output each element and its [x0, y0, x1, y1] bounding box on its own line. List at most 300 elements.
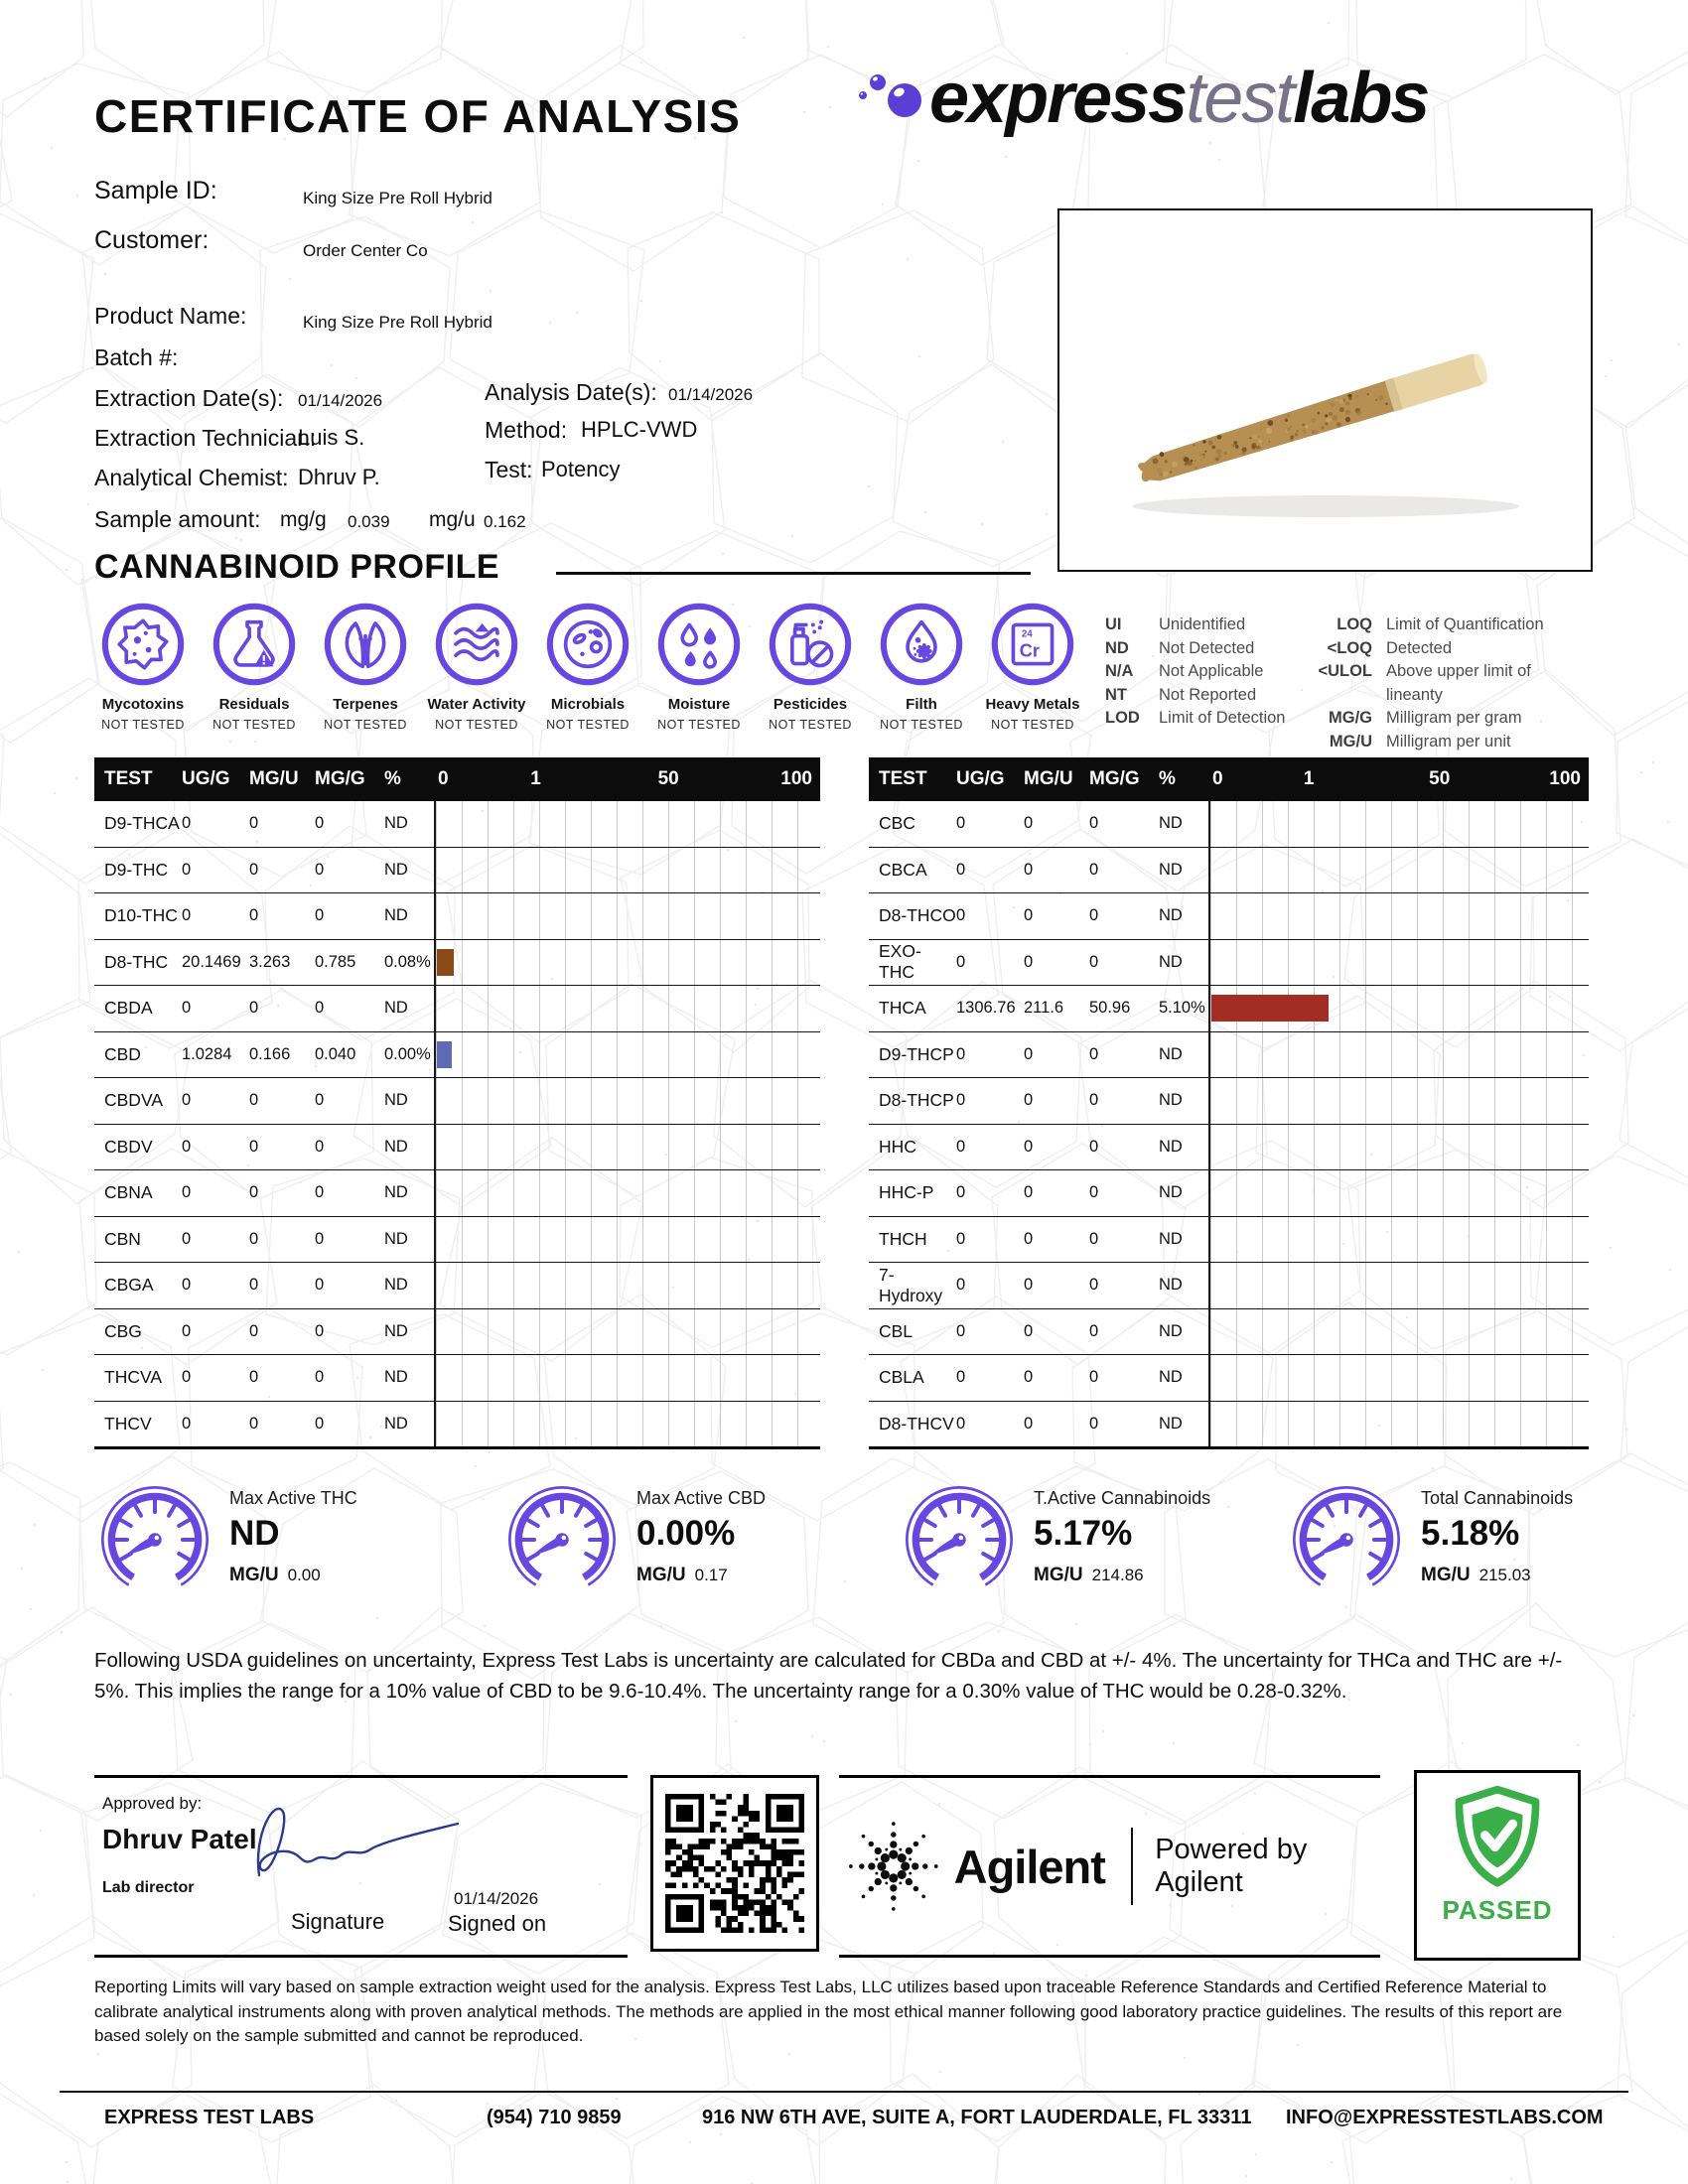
pesticides-icon [759, 602, 862, 692]
table-row [869, 1309, 1589, 1356]
test-value: 0 [956, 1137, 966, 1156]
test-name: CBDVA [104, 1090, 163, 1111]
water-activity-icon [425, 602, 528, 692]
customer-value: Order Center Co [303, 241, 428, 260]
test-panel-filth [870, 602, 973, 732]
test-name: CBDA [104, 998, 153, 1019]
test-value: 0 [956, 1276, 966, 1295]
passed-shield-icon [1448, 1785, 1547, 1892]
test-value: ND [384, 999, 408, 1018]
scale-tick: 50 [657, 768, 679, 789]
test-panel-name: Microbials [550, 696, 626, 713]
gauge-value: 0.00% [636, 1514, 736, 1553]
sample-amount-label: Sample amount: [94, 506, 261, 532]
agilent-starburst-icon [839, 1802, 948, 1931]
test-value: 0 [1089, 860, 1099, 879]
gauge-text [1034, 1488, 1210, 1586]
footer-company: EXPRESS TEST LABS [104, 2107, 315, 2128]
extraction-technician-value: Luis S. [298, 425, 365, 450]
chart-cell [1208, 801, 1589, 847]
gauge-label: Total Cannabinoids [1421, 1488, 1574, 1508]
batch-label: Batch #: [94, 344, 179, 370]
test-value: 0 [249, 860, 259, 879]
chart-cell [1208, 1263, 1589, 1308]
sample-id-value: King Size Pre Roll Hybrid [303, 189, 492, 207]
test-name: D9-THC [104, 859, 169, 880]
table-row [94, 1355, 820, 1402]
approved-by-label: Approved by: [102, 1794, 203, 1813]
test-value: 0 [1024, 1137, 1034, 1156]
test-value: 0 [315, 1137, 325, 1156]
test-panel-name: Heavy Metals [985, 696, 1080, 713]
test-value: ND [1159, 860, 1183, 879]
test-name: CBNA [104, 1182, 153, 1203]
test-value: 0 [1089, 1229, 1099, 1248]
column-header: MG/G [315, 768, 365, 789]
test-value: 0 [956, 952, 966, 971]
scale-tick: 100 [780, 768, 812, 789]
test-value: 0 [182, 1229, 192, 1248]
test-name: CBC [879, 813, 915, 834]
test-value: 0 [249, 1414, 259, 1433]
test-value: 0 [1024, 952, 1034, 971]
gauge-icon [94, 1484, 215, 1600]
legend-abbr: MG/U [1329, 732, 1372, 751]
partner-logo-box [839, 1775, 1380, 1958]
test-value: 3.263 [249, 952, 291, 971]
test-value: ND [1159, 1044, 1183, 1063]
table-row [94, 1078, 820, 1125]
uncertainty-note: Following USDA guidelines on uncertainty, Express Test Labs is uncertainty are calculated for CBDa and CBD at +/- 4%. The uncertainty for THCa and THC are +/- 5%. This implies the range for a 10% value of CBD to be 9.6-10.4%. The uncertainty range for a 0.30% value of THC would be 0.28-0.32%. [94, 1649, 1563, 1703]
test-value: 1.0284 [182, 1044, 232, 1063]
test-panel-mycotoxins [91, 602, 195, 732]
test-name: HHC [879, 1136, 916, 1157]
legend-abbr: <ULOL [1318, 662, 1372, 680]
test-value: 0 [1089, 1368, 1099, 1387]
chart-cell [1208, 1125, 1589, 1170]
test-value: 0.040 [315, 1044, 356, 1063]
test-value: 0 [315, 1321, 325, 1340]
test-value: 0 [1024, 1368, 1034, 1387]
test-panel-name: Mycotoxins [101, 696, 185, 713]
test-value: 0 [956, 860, 966, 879]
test-name: CBCA [879, 859, 927, 880]
test-value: 0 [956, 1183, 966, 1202]
test-value: 0 [315, 1091, 325, 1110]
column-header: UG/G [182, 768, 230, 789]
test-value: ND [1159, 1321, 1183, 1340]
legend-meaning: Not Reported [1159, 685, 1257, 704]
test-value: 211.6 [1024, 999, 1064, 1018]
test-value: ND [384, 906, 408, 925]
microbials-icon [536, 602, 639, 692]
partner-divider [1131, 1828, 1133, 1905]
signature-label: Signature [291, 1909, 385, 1934]
column-header: % [384, 768, 401, 789]
chart-cell [434, 1402, 820, 1447]
gauge-unit-value: 215.03 [1478, 1566, 1531, 1584]
disclaimer-text: Reporting Limits will vary based on sample extraction weight used for the analysis. Express Test Labs, LLC utilizes based upon traceable Reference Standards and Certified Reference Material to calibrate analytical instruments along with proven analytical methods. The methods are applied in the most ethical manner following good laboratory practice guidelines. The results of this report are based solely on the sample submitted and cannot be reproduced. [94, 1978, 1563, 2046]
gauge-text [229, 1488, 357, 1586]
column-header: TEST [104, 768, 153, 789]
test-value: 0 [956, 906, 966, 925]
method-label: Method: [485, 417, 568, 443]
test-value: 0 [1024, 860, 1034, 879]
table-row [94, 1217, 820, 1264]
test-value: 0 [249, 906, 259, 925]
test-value: 0 [1024, 1229, 1034, 1248]
sample-id-label: Sample ID: [94, 177, 217, 205]
test-value: 0 [249, 1229, 259, 1248]
legend-abbr: <LOQ [1327, 638, 1372, 657]
table-row [869, 848, 1589, 894]
page-title: CERTIFICATE OF ANALYSIS [94, 90, 742, 142]
test-value: 0 [1024, 1183, 1034, 1202]
analytical-chemist-value: Dhruv P. [298, 465, 380, 489]
table-header [94, 757, 820, 801]
scale-tick: 0 [1212, 768, 1223, 789]
test-value: 20.1469 [182, 952, 241, 971]
chart-cell [1208, 1217, 1589, 1263]
test-value: ND [384, 1321, 408, 1340]
test-panel-status: NOT TESTED [769, 718, 852, 732]
legend-row [1105, 707, 1299, 731]
table-row [869, 801, 1589, 848]
footer-address: 916 NW 6TH AVE, SUITE A, FORT LAUDERDALE, FL 33311 [702, 2107, 1252, 2128]
test-value: Potency [541, 457, 621, 481]
legend-row [1299, 707, 1589, 731]
table-row [94, 848, 820, 894]
analysis-dates-label: Analysis Date(s): [485, 379, 657, 405]
test-value: 0.08% [384, 952, 431, 971]
svg-text:Cr: Cr [1019, 640, 1040, 661]
test-label: Test: [485, 457, 533, 482]
table-row [94, 1263, 820, 1309]
table-row [869, 1078, 1589, 1125]
test-panels-row [91, 602, 1084, 732]
test-value: 0 [315, 860, 325, 879]
gauge-unit-label: MG/U [1034, 1565, 1083, 1585]
test-value: 0 [1089, 906, 1099, 925]
chart-cell [1208, 1402, 1589, 1447]
qr-code [650, 1775, 819, 1952]
test-panel-water-activity [425, 602, 528, 732]
gauge-2 [501, 1484, 766, 1600]
test-panel-status: NOT TESTED [324, 718, 407, 732]
test-name: CBDV [104, 1136, 153, 1157]
test-value: 0 [1024, 1276, 1034, 1295]
table-row [869, 1125, 1589, 1171]
chart-cell [1208, 1355, 1589, 1401]
legend-meaning: Milligram per unit [1386, 732, 1511, 751]
table-row [869, 1263, 1589, 1309]
gauge-text [1421, 1488, 1573, 1586]
chart-cell [1208, 1032, 1589, 1078]
test-panel-microbials [536, 602, 639, 732]
test-value: 0 [249, 814, 259, 833]
table-row [869, 1217, 1589, 1264]
test-name: CBD [104, 1043, 141, 1064]
test-value: 0 [182, 906, 192, 925]
legend-abbr: LOQ [1336, 615, 1372, 633]
legend-abbr: N/A [1105, 662, 1134, 680]
test-value: 0.166 [249, 1044, 291, 1063]
table-row [94, 893, 820, 940]
test-panel-name: Pesticides [773, 696, 848, 713]
legend-meaning: Detected [1386, 638, 1453, 657]
test-value: 0 [182, 860, 192, 879]
chart-cell [434, 1078, 820, 1124]
brand-part-express: express [929, 59, 1187, 138]
legend-meaning: Not Detected [1159, 638, 1255, 657]
gauge-value: 5.17% [1034, 1514, 1133, 1553]
signature [231, 1784, 480, 1903]
gauge-icon [1286, 1484, 1407, 1600]
test-value: ND [1159, 814, 1183, 833]
cannabinoid-table-left [94, 757, 820, 1449]
test-value: ND [384, 1137, 408, 1156]
test-panel-status: NOT TESTED [546, 718, 630, 732]
chart-bar [437, 1041, 452, 1068]
legend-row [1105, 660, 1299, 684]
table-row [94, 1309, 820, 1356]
gauge-3 [899, 1484, 1210, 1600]
chart-cell [1208, 893, 1589, 939]
test-value: ND [1159, 906, 1183, 925]
legend-row [1105, 637, 1299, 661]
cannabinoid-table-right [869, 757, 1589, 1449]
gauge-unit-label: MG/U [1421, 1565, 1471, 1585]
analytical-chemist-label: Analytical Chemist: [94, 465, 289, 490]
test-panel-name: Terpenes [333, 696, 398, 713]
column-header: UG/G [956, 768, 1005, 789]
test-value: ND [384, 814, 408, 833]
test-name: 7-Hydroxy [879, 1264, 943, 1305]
brand-bubbles-icon [856, 68, 927, 132]
chart-cell [434, 893, 820, 939]
test-panel-name: Water Activity [427, 696, 526, 713]
test-value: ND [384, 1229, 408, 1248]
approver-role: Lab director [102, 1879, 195, 1896]
heavy-metals-icon [981, 602, 1084, 692]
test-value: 0 [249, 1321, 259, 1340]
test-value: ND [384, 1183, 408, 1202]
test-value: 0 [1089, 1137, 1099, 1156]
test-value: ND [1159, 1183, 1183, 1202]
approval-box [94, 1775, 628, 1958]
test-value: 0.785 [315, 952, 356, 971]
gauge-unit-label: MG/U [636, 1565, 686, 1585]
scale-tick: 50 [1429, 768, 1451, 789]
test-value: 0 [1024, 1091, 1034, 1110]
chart-cell [1208, 1170, 1589, 1216]
test-panel-heavy-metals [981, 602, 1084, 732]
extraction-technician-label: Extraction Technician: [94, 425, 317, 451]
gauge-unit-value: 0.00 [287, 1566, 321, 1584]
test-value: 0 [956, 1229, 966, 1248]
test-value: 0 [315, 1368, 325, 1387]
test-value: ND [1159, 1368, 1183, 1387]
test-value: 0 [1089, 1321, 1099, 1340]
column-header: MG/G [1089, 768, 1140, 789]
test-value: 0 [956, 1321, 966, 1340]
test-value: ND [1159, 1276, 1183, 1295]
section-title: CANNABINOID PROFILE [94, 548, 500, 586]
scale-tick: 1 [1303, 768, 1315, 789]
test-name: CBGA [104, 1275, 154, 1296]
mg-per-gram-label: mg/g [280, 508, 327, 531]
test-panel-residuals [203, 602, 306, 732]
test-value: 0 [1089, 1091, 1099, 1110]
test-value: 0 [956, 1368, 966, 1387]
legend-meaning: Above upper limit of lineanty [1386, 662, 1531, 704]
chart-scale-header [434, 757, 820, 801]
legend-meaning: Limit of Quantification [1386, 615, 1544, 633]
test-panel-status: NOT TESTED [991, 718, 1074, 732]
filth-icon [870, 602, 973, 692]
test-value: 5.10% [1159, 999, 1205, 1018]
test-value: 0 [315, 1183, 325, 1202]
signed-on-label: Signed on [448, 1911, 547, 1936]
test-value: 0 [315, 1229, 325, 1248]
test-value: 0 [1024, 814, 1034, 833]
test-name: THCVA [104, 1367, 163, 1388]
analysis-dates-value: 01/14/2026 [668, 385, 754, 404]
test-value: 0 [249, 999, 259, 1018]
table-row [94, 986, 820, 1032]
product-photo [1057, 208, 1593, 572]
section-rule [556, 572, 1031, 575]
legend-abbr: MG/G [1329, 709, 1372, 727]
gauge-unit-value: 0.17 [694, 1566, 728, 1584]
terpenes-icon [314, 602, 417, 692]
gauge-label: T.Active Cannabinoids [1034, 1488, 1211, 1508]
chart-cell [434, 940, 820, 986]
test-value: 0 [1089, 1414, 1099, 1433]
test-value: 0 [315, 999, 325, 1018]
test-name: CBG [104, 1320, 142, 1341]
table-row [869, 1032, 1589, 1079]
test-name: HHC-P [879, 1182, 934, 1203]
test-value: 0.00% [384, 1044, 431, 1063]
chart-cell [434, 848, 820, 893]
legend-abbr: LOD [1105, 709, 1140, 727]
test-name: THCV [104, 1413, 152, 1433]
test-value: 0 [1089, 1276, 1099, 1295]
legend-row [1299, 731, 1589, 754]
partner-name: Agilent [953, 1840, 1105, 1893]
test-value: 0 [182, 1414, 192, 1433]
table-row [869, 940, 1589, 987]
table-row [94, 1170, 820, 1217]
table-row [94, 801, 820, 848]
test-value: 0 [315, 906, 325, 925]
product-name-label: Product Name: [94, 303, 247, 329]
legend-row [1299, 637, 1589, 661]
gauge-unit [1421, 1565, 1573, 1586]
test-value: 0 [1089, 814, 1099, 833]
product-name-value: King Size Pre Roll Hybrid [303, 313, 492, 332]
test-name: D8-THCV [879, 1413, 954, 1433]
chart-cell [1208, 1309, 1589, 1355]
table-row [94, 940, 820, 987]
test-name: D8-THC [104, 951, 169, 972]
test-value: 0 [956, 1044, 966, 1063]
test-value: 0 [1089, 1183, 1099, 1202]
legend-meaning: Not Applicable [1159, 662, 1264, 680]
legend-row [1299, 660, 1589, 707]
legend-row [1299, 614, 1589, 637]
test-name: D9-THCA [104, 813, 180, 834]
test-value: 0 [182, 1091, 192, 1110]
test-value: ND [384, 1368, 408, 1387]
passed-label: PASSED [1442, 1895, 1553, 1925]
test-value: 0 [1024, 1321, 1034, 1340]
test-value: ND [1159, 1091, 1183, 1110]
table-row [869, 1402, 1589, 1450]
test-value: 0 [249, 1091, 259, 1110]
table-row [869, 986, 1589, 1032]
mycotoxins-icon [91, 602, 195, 692]
gauge-unit [1034, 1565, 1210, 1586]
brand-part-labs: labs [1293, 59, 1429, 138]
test-value: 0 [1024, 1414, 1034, 1433]
mg-per-gram-value: 0.039 [348, 512, 390, 531]
test-value: 0 [1089, 1044, 1099, 1063]
test-value: 0 [956, 1091, 966, 1110]
svg-text:24: 24 [1021, 628, 1033, 640]
table-row [94, 1402, 820, 1450]
gauge-icon [501, 1484, 623, 1600]
gauge-value: 5.18% [1421, 1514, 1520, 1553]
gauge-label: Max Active THC [229, 1488, 357, 1508]
test-value: 0 [249, 1183, 259, 1202]
test-value: 0 [956, 1414, 966, 1433]
legend-abbr: UI [1105, 615, 1122, 633]
chart-cell [1208, 986, 1589, 1031]
chart-cell [434, 801, 820, 847]
test-value: 0 [315, 814, 325, 833]
legend-column-1 [1105, 614, 1299, 731]
test-value: 0 [956, 814, 966, 833]
legend-column-2 [1299, 614, 1589, 753]
test-value: 0 [182, 1368, 192, 1387]
test-value: 0 [249, 1276, 259, 1295]
legend-meaning: Unidentified [1159, 615, 1246, 633]
chart-cell [434, 1309, 820, 1355]
test-panel-status: NOT TESTED [101, 718, 185, 732]
table-row [869, 1355, 1589, 1402]
test-panel-status: NOT TESTED [435, 718, 518, 732]
test-name: THCH [879, 1228, 927, 1249]
scale-tick: 0 [438, 768, 449, 789]
method-value: HPLC-VWD [581, 417, 698, 442]
test-value: ND [384, 1276, 408, 1295]
column-header: % [1159, 768, 1176, 789]
test-value: ND [384, 1414, 408, 1433]
legend-meaning: Limit of Detection [1159, 709, 1286, 727]
gauge-4 [1286, 1484, 1573, 1600]
test-name: EXO-THC [879, 941, 921, 983]
test-value: ND [1159, 952, 1183, 971]
signed-on-date: 01/14/2026 [454, 1889, 539, 1908]
gauge-unit-label: MG/U [229, 1565, 279, 1585]
scale-tick: 100 [1549, 768, 1581, 789]
test-value: 0 [249, 1137, 259, 1156]
test-value: 0 [182, 999, 192, 1018]
test-value: ND [1159, 1414, 1183, 1433]
brand-part-test: test [1186, 59, 1294, 138]
